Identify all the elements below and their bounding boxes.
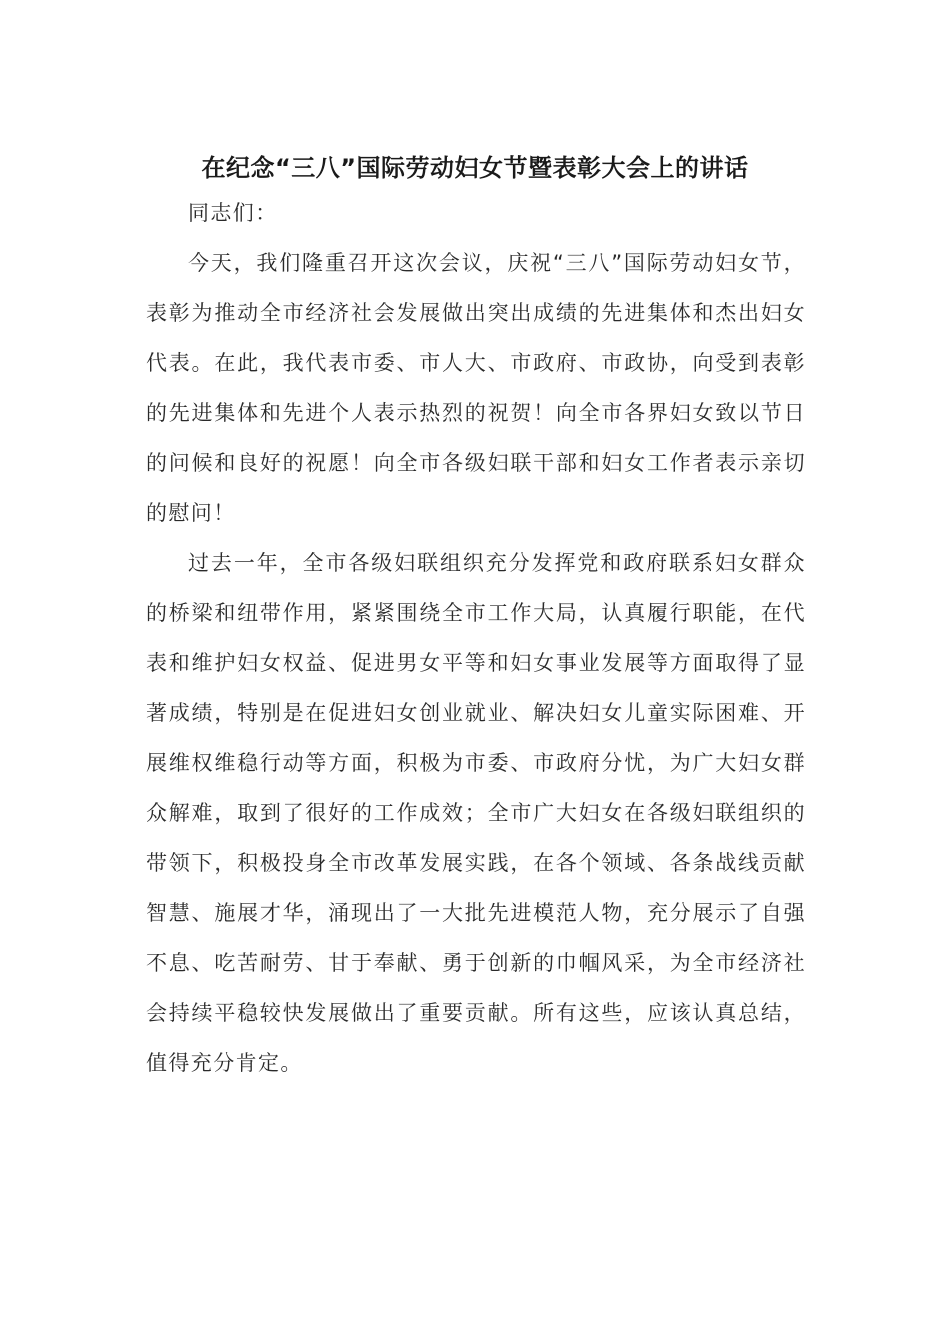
document-body bbox=[146, 188, 806, 1088]
paragraph-2: 过去一年，全市各级妇联组织充分发挥党和政府联系妇女群众的桥梁和纽带作用，紧紧围绕全市工作大局，认真履行职能，在代表和维护妇女权益、促进男女平等和妇女事业发展等方面取得了显著成绩，特别是在促进妇女创业就业、解决妇女儿童实际困难、开展维权维稳行动等方面，积极为市委、市政府分忧，为广大妇女群众解难，取到了很好的工作成效；全市广大妇女在各级妇联组织的带领下，积极投身全市改革发展实践，在各个领域、各条战线贡献智慧、施展才华，涌现出了一大批先进模范人物，充分展示了自强不息、吃苦耐劳、甘于奉献、勇于创新的巾帼风采，为全市经济社会持续平稳较快发展做出了重要贡献。所有这些，应该认真总结，值得充分肯定。 bbox=[146, 551, 806, 1075]
paragraph-1: 今天，我们隆重召开这次会议，庆祝“三八”国际劳动妇女节，表彰为推动全市经济社会发展做出突出成绩的先进集体和杰出妇女代表。在此，我代表市委、市人大、市政府、市政协，向受到表彰的先进集体和先进个人表示热烈的祝贺！向全市各界妇女致以节日的问候和良好的祝愿！向全市各级妇联干部和妇女工作者表示亲切的慰问！ bbox=[146, 251, 806, 525]
document-title: 在纪念“三八”国际劳动妇女节暨表彰大会上的讲话 bbox=[201, 154, 749, 182]
salutation: 同志们： bbox=[188, 201, 278, 225]
